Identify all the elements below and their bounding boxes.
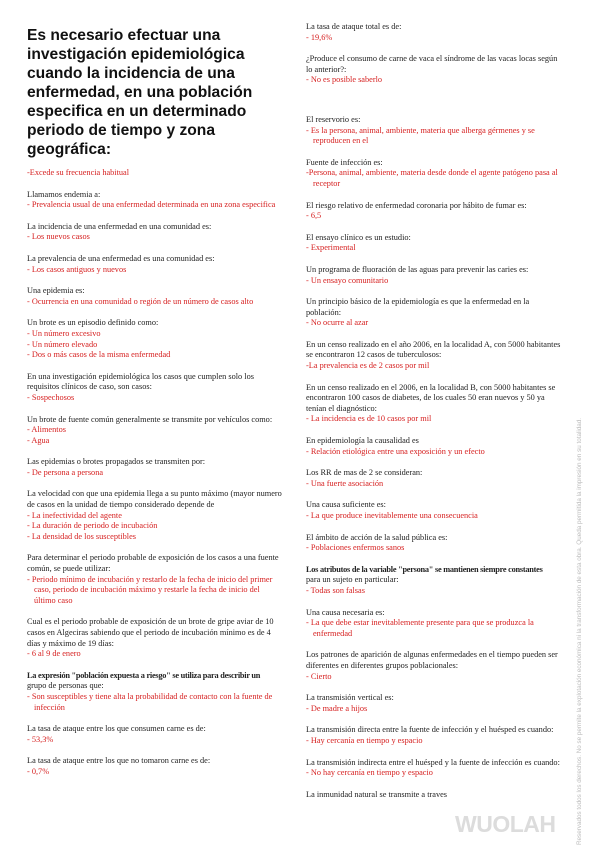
answer-text: - Prevalencia usual de una enfermedad determinada en una zona especifica — [27, 200, 276, 210]
question-block — [306, 22, 562, 43]
question-block — [306, 758, 562, 779]
question-text: La transmisión indirecta entre el huésped y la fuente de infección es cuando: — [306, 757, 560, 767]
question-block — [27, 372, 283, 404]
question-text: En un censo realizado en el 2006, en la localidad B, con 5000 habitantes se encontraron 100 casos de diabetes, de los cuales 50 eran nuevos y 50 ya tenían el diagnóstico: — [306, 382, 556, 413]
answer-text: - La duración de periodo de incubación — [27, 521, 158, 531]
question-block — [27, 724, 283, 745]
question-block — [306, 790, 562, 801]
question-text: Fuente de infección es: — [306, 157, 383, 167]
answer-text: - Agua — [27, 435, 50, 445]
copyright-vertical-text: Reservados todos los derechos. No se permite la explotación económica ni la transformación de esta obra. Queda permitida la impresión en su totalidad. — [576, 417, 583, 845]
answer-text: - De persona a persona — [27, 467, 104, 477]
question-text: Una causa necesaria es: — [306, 607, 385, 617]
question-text: En epidemiología la causalidad es — [306, 436, 419, 446]
answer-text: - Cierto — [306, 671, 332, 681]
answer-text: - Los nuevos casos — [27, 232, 90, 242]
question-text: Los patrones de aparición de algunas enfermedades en el tiempo pueden ser diferentes en diferentes grupos poblacionales: — [306, 650, 558, 670]
question-text: La tasa de ataque total es de: — [306, 22, 402, 31]
question-text: ¿Produce el consumo de carne de vaca el síndrome de las vacas locas según lo anterior?: — [306, 54, 558, 74]
question-text: La velocidad con que una epidemia llega a su punto máximo (mayor numero de casos en la unidad de tiempo considerado depende de — [27, 489, 282, 510]
answer-text: - No hay cercanía en tiempo y espacio — [306, 768, 433, 778]
question-block — [306, 54, 562, 86]
question-text: En una investigación epidemiológica los casos que cumplen solo los requisitos clínicos de caso, son casos: — [27, 371, 254, 392]
answer-text: - No ocurre al azar — [306, 318, 369, 328]
answer-text: - Son susceptibles y tiene alta la probabilidad de contacto con la fuente de infección — [27, 691, 273, 712]
question-text: Cual es el periodo probable de exposición de un brote de gripe aviar de 10 casos en Algeciras sabiendo que el periodo de incubación mínimo es de 4 días y máximo de 19 días: — [27, 617, 274, 648]
question-block — [27, 190, 283, 211]
answer-text: - Los casos antiguos y nuevos — [27, 264, 127, 274]
question-text: La transmisión directa entre la fuente de infección y el huésped es cuando: — [306, 725, 554, 735]
right-column — [306, 22, 562, 811]
document-title: Es necesario efectuar una investigación epidemiológica cuando la incidencia de una enfermedad, en una población especifica en un determinado periodo de tiempo y zona geográfica: — [27, 27, 253, 158]
question-text: Llamamos endemia a: — [27, 189, 101, 199]
question-block — [306, 468, 562, 489]
question-block — [306, 565, 562, 597]
answer-text: - Experimental — [306, 243, 356, 253]
question-block — [306, 297, 562, 329]
question-block — [306, 340, 562, 372]
answer-text: - La inefectividad del agente — [27, 510, 122, 520]
question-text: Un programa de fluoración de las aguas para prevenir las caries es: — [306, 264, 529, 274]
answer-text: - 19,6% — [306, 32, 333, 42]
question-block — [27, 489, 283, 542]
answer: -Excede su frecuencia habitual — [27, 168, 130, 177]
answer-text: - Sospechosos — [27, 392, 75, 402]
question-text: Los RR de mas de 2 se consideran: — [306, 468, 423, 478]
right-question-list — [306, 22, 562, 800]
left-question-list — [27, 190, 283, 778]
question-text: Una epidemia es: — [27, 286, 85, 296]
question-block — [306, 436, 562, 457]
left-column — [27, 22, 283, 789]
question-block — [27, 318, 283, 360]
answer-text: - Ocurrencia en una comunidad o región de un número de casos alto — [27, 296, 254, 306]
question-block — [306, 383, 562, 425]
question-block — [306, 233, 562, 254]
question-text: Un principio básico de la epidemiología es que la enfermedad en la población: — [306, 297, 530, 317]
answer-text: -Persona, animal, ambiente, materia desde donde el agente patógeno pasa al receptor — [306, 168, 558, 188]
question-block — [306, 533, 562, 554]
question-block — [306, 725, 562, 746]
question-block — [27, 254, 283, 275]
question-block — [27, 222, 283, 243]
question-text: Las epidemias o brotes propagados se transmiten por: — [27, 457, 206, 467]
question-block — [306, 693, 562, 714]
answer-text: - Una fuerte asociación — [306, 478, 384, 488]
answer-text: - La densidad de los susceptibles — [27, 531, 136, 541]
question-text: Una causa suficiente es: — [306, 500, 386, 510]
question-text: Para determinar el periodo probable de exposición de los casos a una fuente común, se puede utilizar: — [27, 553, 279, 574]
answer-text: - La que debe estar inevitablemente presente para que se produzca la enfermedad — [306, 618, 534, 638]
answer-text: - Alimentos — [27, 425, 66, 435]
question-text-bold: La expresión "población expuesta a riesgo" se utiliza para describir un — [27, 670, 261, 680]
question-block — [27, 415, 283, 447]
answer-text: - La incidencia es de 10 casos por mil — [306, 414, 432, 424]
question-text: El reservorio es: — [306, 114, 361, 124]
answer-text: - 6,5 — [306, 211, 322, 221]
question-text: El ámbito de acción de la salud pública es: — [306, 532, 448, 542]
answer-text: - 6 al 9 de enero — [27, 649, 81, 659]
question-block — [306, 115, 562, 147]
question-text: En un censo realizado en el año 2006, en la localidad A, con 5000 habitantes se encontraron 12 casos de tuberculosos: — [306, 339, 561, 360]
answer-text: - Es la persona, animal, ambiente, materia que alberga gérmenes y se reproducen en el — [306, 125, 535, 146]
answer-text: - No es posible saberlo — [306, 75, 383, 85]
question-block — [27, 286, 283, 307]
answer-text: - La que produce inevitablemente una consecuencia — [306, 511, 478, 520]
question-block — [306, 500, 562, 521]
question-text: El riesgo relativo de enfermedad coronaria por hábito de fumar es: — [306, 200, 527, 210]
question-block — [306, 650, 562, 682]
answer-text: - Un ensayo comunitario — [306, 275, 389, 285]
question-block — [27, 671, 283, 713]
answer-text: - 0,7% — [27, 766, 50, 776]
question-block — [306, 201, 562, 222]
answer-text: - Todas son falsas — [306, 585, 365, 595]
title-answer-block — [27, 168, 283, 179]
question-block — [306, 608, 562, 640]
question-text: La transmisión vertical es: — [306, 693, 394, 703]
question-text-bold: Los atributos de la variable "persona" se mantienen siempre constantes — [306, 564, 543, 574]
question-text: La prevalencia de una enfermedad es una comunidad es: — [27, 253, 215, 263]
question-text: La tasa de ataque entre los que consumen carne es de: — [27, 724, 206, 734]
question-text: La tasa de ataque entre los que no tomaron carne es de: — [27, 756, 211, 766]
question-text: La incidencia de una enfermedad en una comunidad es: — [27, 221, 212, 231]
question-block — [27, 756, 283, 777]
answer-text: - Hay cercanía en tiempo y espacio — [306, 735, 423, 745]
question-block — [306, 158, 562, 190]
question-text: grupo de personas que: — [27, 681, 104, 691]
spacer — [306, 97, 562, 115]
answer-text: - Relación etiológica entre una exposición y un efecto — [306, 446, 485, 456]
question-block — [27, 457, 283, 478]
question-block — [27, 617, 283, 659]
answer-text: - Periodo mínimo de incubación y restarlo de la fecha de inicio del primer caso, periodo de incubación máximo y restarle la fecha de inicio del último caso — [27, 574, 273, 605]
question-block — [27, 553, 283, 606]
question-text: Un brote es un episodio definido como: — [27, 318, 159, 328]
answer-text: - Poblaciones enfermos sanos — [306, 543, 405, 553]
answer-text: - 53,3% — [27, 734, 54, 744]
question-text: El ensayo clínico es un estudio: — [306, 232, 411, 242]
answer-text: - Un número elevado — [27, 339, 98, 349]
question-text: Un brote de fuente común generalmente se transmite por vehículos como: — [27, 414, 273, 424]
answer-text: -La prevalencia es de 2 casos por mil — [306, 361, 430, 371]
wuolah-logo: WUOLAH — [455, 811, 556, 837]
question-text: para un sujeto en particular: — [306, 575, 399, 585]
answer-text: - De madre a hijos — [306, 703, 368, 713]
question-text: La inmunidad natural se transmite a traves — [306, 789, 447, 799]
answer-text: - Dos o más casos de la misma enfermedad — [27, 350, 171, 360]
answer-text: - Un número excesivo — [27, 328, 101, 338]
question-block — [306, 265, 562, 286]
